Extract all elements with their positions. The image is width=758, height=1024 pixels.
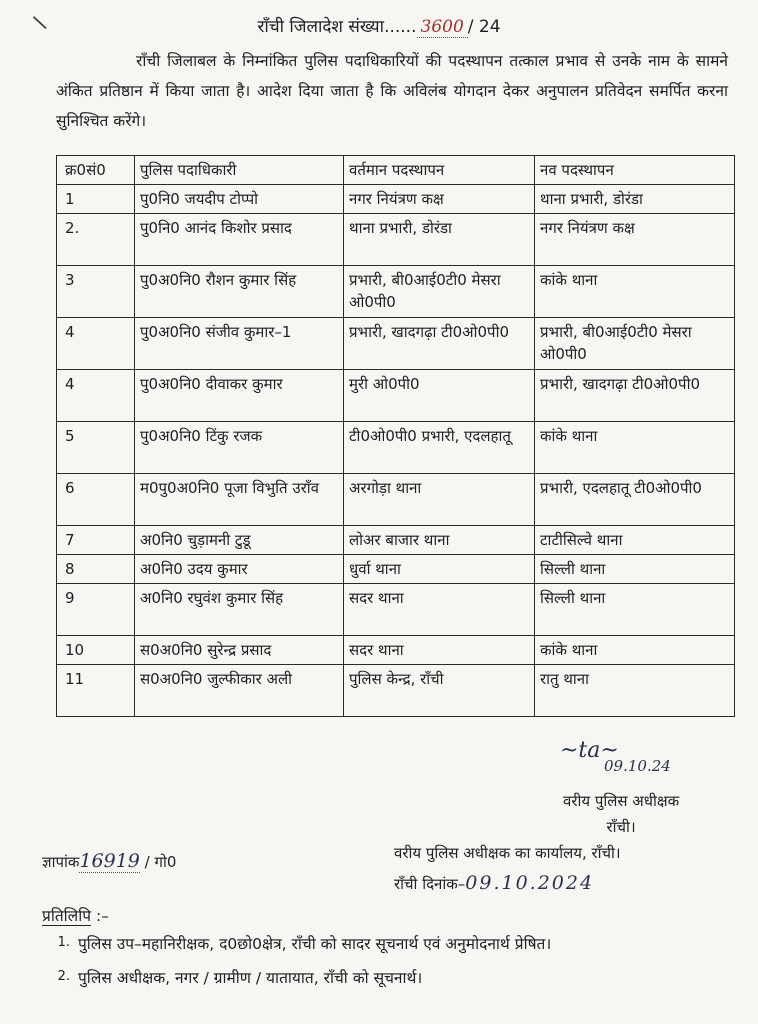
margin-mark: \ — [30, 9, 49, 35]
cell-new-posting: नगर नियंत्रण कक्ष — [535, 214, 735, 266]
cell-current-posting: पुलिस केन्द्र, राँची — [344, 665, 535, 717]
cell-officer: म0पु0अ0नि0 पूजा विभुति उराँव — [135, 474, 344, 526]
cell-current-posting: धुर्वा थाना — [344, 555, 535, 584]
table-row — [57, 318, 735, 370]
cell-officer: अ0नि0 रघुवंश कुमार सिंह — [135, 584, 344, 636]
cell-current-posting: थाना प्रभारी, डोरंडा — [344, 214, 535, 266]
cell-serial: 4 — [57, 318, 135, 370]
cell-serial: 3 — [57, 266, 135, 318]
dateline — [394, 872, 594, 894]
date-value: 09.10.2024 — [465, 872, 595, 894]
cell-current-posting: मुरी ओ0पी0 — [344, 370, 535, 422]
cell-current-posting: प्रभारी, खादगढ़ा टी0ओ0पी0 — [344, 318, 535, 370]
table-row — [57, 266, 735, 318]
cell-new-posting: कांके थाना — [535, 422, 735, 474]
signature-date: 09.10.24 — [604, 757, 671, 775]
list-item — [40, 966, 752, 988]
title-suffix: / 24 — [467, 17, 501, 37]
cell-serial: 2. — [57, 214, 135, 266]
copy-heading — [42, 904, 109, 926]
cell-officer: अ0नि0 उदय कुमार — [135, 555, 344, 584]
cell-new-posting: प्रभारी, खादगढ़ा टी0ओ0पी0 — [535, 370, 735, 422]
cell-new-posting: टाटीसिल्वे थाना — [535, 526, 735, 555]
table-header-row — [57, 156, 735, 185]
cell-current-posting: टी0ओ0पी0 प्रभारी, एदलहातू — [344, 422, 535, 474]
memo-suffix: / गो0 — [144, 853, 177, 871]
signature: ~ta~ — [560, 738, 619, 763]
cell-serial: 4 — [57, 370, 135, 422]
cell-officer: स0अ0नि0 सुरेन्द्र प्रसाद — [135, 636, 344, 665]
cell-new-posting: सिल्ली थाना — [535, 584, 735, 636]
copy-heading-label: प्रतिलिपि — [42, 907, 92, 925]
table-row — [57, 526, 735, 555]
cell-new-posting: थाना प्रभारी, डोरंडा — [535, 185, 735, 214]
cell-serial: 6 — [57, 474, 135, 526]
cell-new-posting: कांके थाना — [535, 266, 735, 318]
intro-text: राँची जिलाबल के निम्नांकित पुलिस पदाधिकारियों की पदस्थापन तत्काल प्रभाव से उनके नाम के सामने अंकित प्रतिष्ठान में किया जाता है। आदेश दिया जाता है कि अविलंब योगदान देकर अनुपालन प्रतिवेदन समर्पित करना सुनिश्चित करेंगे। — [56, 52, 728, 130]
cell-serial: 8 — [57, 555, 135, 584]
cell-current-posting: सदर थाना — [344, 636, 535, 665]
table-row — [57, 214, 735, 266]
title-prefix: राँची जिलादेश संख्या...... — [257, 17, 417, 37]
table-row — [57, 665, 735, 717]
office-name: वरीय पुलिस अधीक्षक का कार्यालय, राँची। — [394, 844, 621, 862]
designation-line-2: राँची। — [606, 818, 636, 836]
cell-serial: 11 — [57, 665, 135, 717]
header-officer: पुलिस पदाधिकारी — [135, 156, 344, 185]
table-row — [57, 422, 735, 474]
cell-new-posting: प्रभारी, बी0आई0टी0 मेसरा ओ0पी0 — [535, 318, 735, 370]
cell-current-posting: लोअर बाजार थाना — [344, 526, 535, 555]
cell-officer: अ0नि0 चुड़ामनी टुडू — [135, 526, 344, 555]
memo-number — [42, 850, 176, 872]
table-row — [57, 584, 735, 636]
table-row — [57, 636, 735, 665]
cell-serial: 9 — [57, 584, 135, 636]
copy-item-number: 2. — [57, 969, 70, 984]
posting-table — [56, 155, 735, 717]
cell-officer: पु0नि0 जयदीप टोप्पो — [135, 185, 344, 214]
header-new-posting: नव पदस्थापन — [535, 156, 735, 185]
intro-paragraph — [56, 46, 728, 136]
cell-officer: पु0अ0नि0 टिंकु रजक — [135, 422, 344, 474]
cell-serial: 1 — [57, 185, 135, 214]
order-title — [0, 14, 758, 37]
designation-line-1: वरीय पुलिस अधीक्षक — [563, 792, 680, 810]
copy-item-number: 1. — [57, 935, 70, 950]
table-row — [57, 370, 735, 422]
cell-officer: पु0अ0नि0 रौशन कुमार सिंह — [135, 266, 344, 318]
cell-current-posting: प्रभारी, बी0आई0टी0 मेसरा ओ0पी0 — [344, 266, 535, 318]
signatory-designation — [563, 788, 679, 840]
table-row — [57, 474, 735, 526]
cell-officer: पु0अ0नि0 संजीव कुमार–1 — [135, 318, 344, 370]
cell-officer: पु0अ0नि0 दीवाकर कुमार — [135, 370, 344, 422]
header-serial: क्र0सं0 — [57, 156, 135, 185]
cell-current-posting: नगर नियंत्रण कक्ष — [344, 185, 535, 214]
copy-item-text: पुलिस अधीक्षक, नगर / ग्रामीण / यातायात, राँची को सूचनार्थ। — [78, 969, 423, 987]
cell-serial: 10 — [57, 636, 135, 665]
copy-heading-suffix: :– — [95, 907, 109, 925]
copy-list — [40, 932, 752, 1000]
memo-prefix: ज्ञापांक — [42, 853, 80, 871]
cell-officer: स0अ0नि0 जुल्फीकार अली — [135, 665, 344, 717]
signature-block — [560, 738, 740, 775]
cell-new-posting: कांके थाना — [535, 636, 735, 665]
cell-new-posting: रातु थाना — [535, 665, 735, 717]
cell-new-posting: सिल्ली थाना — [535, 555, 735, 584]
cell-current-posting: सदर थाना — [344, 584, 535, 636]
cell-new-posting: प्रभारी, एदलहातू टी0ओ0पी0 — [535, 474, 735, 526]
memo-number-value: 16919 — [79, 850, 140, 872]
cell-officer: पु0नि0 आनंद किशोर प्रसाद — [135, 214, 344, 266]
header-current-posting: वर्तमान पदस्थापन — [344, 156, 535, 185]
cell-serial: 7 — [57, 526, 135, 555]
date-label: राँची दिनांक– — [394, 875, 466, 893]
table-row — [57, 555, 735, 584]
order-number: 3600 — [417, 17, 468, 38]
table-row — [57, 185, 735, 214]
cell-current-posting: अरगोड़ा थाना — [344, 474, 535, 526]
cell-serial: 5 — [57, 422, 135, 474]
copy-item-text: पुलिस उप–महानिरीक्षक, द0छो0क्षेत्र, राँची को सादर सूचनार्थ एवं अनुमोदनार्थ प्रेषित। — [78, 935, 552, 953]
list-item — [40, 932, 752, 954]
